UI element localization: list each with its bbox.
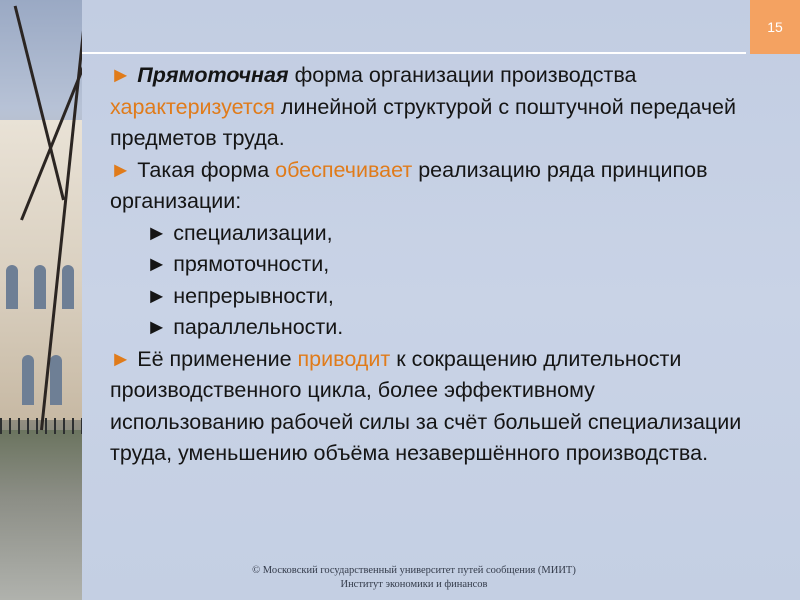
bullet-arrow-icon: ► (110, 157, 132, 182)
paragraph-text: форма организации производства (288, 63, 637, 87)
window (6, 265, 18, 309)
slide-content (110, 60, 750, 470)
paragraph-text: реализацию ряда принципов организации: (110, 157, 708, 213)
principle-item (110, 249, 750, 281)
bullet-arrow-icon: ► (110, 346, 132, 371)
paragraph-text: Такая форма (131, 157, 276, 182)
paragraph-principles-intro (110, 155, 750, 218)
principle-label: прямоточности, (167, 252, 330, 276)
highlight-word: приводит (297, 346, 391, 371)
sub-bullet-arrow-icon: ► (146, 283, 168, 308)
paragraph-conclusion (110, 344, 750, 470)
slide-number: 15 (767, 19, 783, 35)
ground (0, 430, 82, 600)
window (62, 265, 74, 309)
window (34, 265, 46, 309)
principle-item (110, 218, 750, 250)
building-photo (0, 0, 82, 600)
sub-bullet-arrow-icon: ► (146, 315, 168, 339)
paragraph-text: линейной структурой с поштучной передачей предметов труда. (110, 94, 736, 150)
sub-bullet-arrow-icon: ► (146, 252, 168, 276)
principle-item (110, 312, 750, 344)
paragraph-definition (110, 60, 750, 155)
paragraph-text: Её применение (131, 346, 298, 371)
principle-label: непрерывности, (167, 283, 334, 308)
sub-bullet-arrow-icon: ► (146, 220, 168, 245)
principle-label: параллельности. (167, 315, 344, 339)
bullet-arrow-icon: ► (110, 63, 132, 87)
window (22, 355, 34, 405)
highlight-word: характеризуется (110, 94, 275, 119)
paragraph-text: к сокращению длительности производственного цикла, более эффективному использованию рабочей силы за счёт большей специализации труда, уменьшению объёма незавершённого производства. (110, 346, 742, 465)
principle-label: специализации, (167, 220, 333, 245)
window (50, 355, 62, 405)
highlight-word: обеспечивает (275, 157, 413, 182)
footer-copyright: © Московский государственный университет путей сообщения (МИИТ) (252, 565, 576, 576)
term-direct-flow: Прямоточная (137, 63, 289, 87)
header-rule (82, 52, 746, 54)
footer-institute: Институт экономики и финансов (340, 579, 488, 590)
footer (82, 564, 746, 592)
principle-item (110, 281, 750, 313)
